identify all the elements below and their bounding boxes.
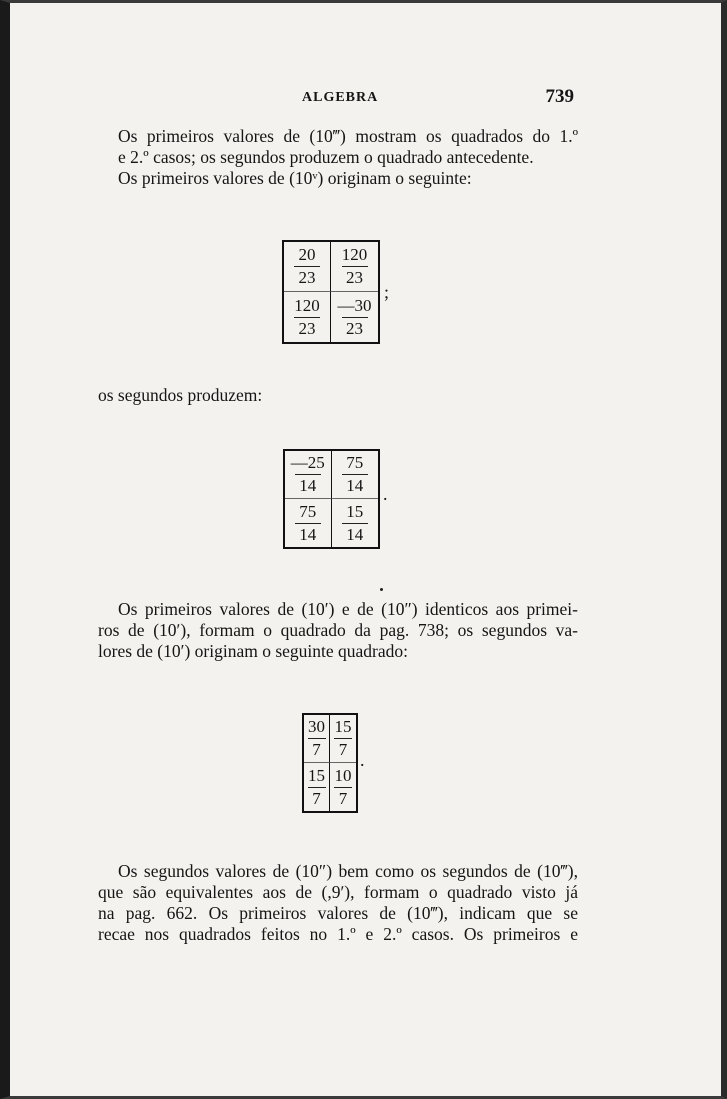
square-2-punctuation: . [383,484,388,504]
fraction-denominator: 7 [338,740,348,759]
fraction-numerator: 30 [308,717,325,736]
text-line: na pag. 662. Os primeiros valores de (10‴), indicam que se [98,903,578,923]
magic-square-3 [302,713,358,813]
square-cell [285,451,332,499]
text-line: Os primeiros valores de (10ᵛ) originam o seguinte: [118,168,472,188]
fraction-bar [342,523,368,524]
square-cell [284,242,331,292]
fraction-bar [295,523,321,524]
page-number: 739 [545,86,574,107]
square-cell [284,292,331,342]
text-line: ros de (10ʹ), formam o quadrado da pag. 738; os segundos va- [98,620,578,640]
fraction-bar [334,738,352,739]
text-line: e 2.º casos; os segundos produzem o quadrado antecedente. [118,147,534,167]
text-line: os segundos produzem: [98,385,263,405]
fraction-denominator: 14 [346,524,364,544]
paragraph-3 [98,599,578,662]
square-cell [332,451,379,499]
fraction-denominator: 7 [312,788,321,808]
fraction-bar [308,738,326,739]
square-cell [304,715,330,763]
fraction-bar [295,474,321,475]
paragraph-2 [98,385,398,406]
square-cell [332,499,379,547]
fraction-denominator: 23 [346,318,363,338]
square-1-punctuation: ; [384,282,390,302]
fraction-bar [294,266,320,267]
fraction-bar [342,474,368,475]
fraction-numerator: 120 [294,295,320,315]
fraction-denominator: 23 [346,268,363,287]
text-line: lores de (10′) originam o seguinte quadrado: [98,641,408,661]
fraction-numerator: 75 [299,501,317,521]
fraction-denominator: 14 [346,476,364,495]
fraction-bar [342,317,368,318]
fraction-denominator: 23 [298,268,316,287]
magic-square-2 [283,449,380,549]
fraction-numerator: 15 [346,501,364,521]
square-cell [330,763,356,811]
text-line: recae nos quadrados feitos no 1.º e 2.º casos. Os primeiros e [98,924,578,944]
text-line: Os segundos valores de (10″) bem como os segundos de (10‴), [118,861,578,881]
fraction-numerator: 15 [308,765,325,785]
fraction-bar [334,787,352,788]
page-header [118,86,574,110]
fraction-numerator: 10 [334,765,352,785]
square-cell [285,499,332,547]
fraction-denominator: 7 [312,740,321,759]
fraction-denominator: 23 [298,318,316,338]
fraction-bar [342,266,368,267]
fraction-numerator: 75 [346,453,364,472]
fraction-numerator: 20 [298,245,316,264]
square-cell [330,715,356,763]
paragraph-1 [118,126,578,189]
fraction-denominator: 7 [338,788,348,808]
text-line: Os primeiros valores de (10‴) mostram os quadrados do 1.º [118,126,578,146]
fraction-numerator: 120 [341,245,368,264]
fraction-denominator: 14 [299,476,317,495]
fraction-numerator: 15 [334,717,352,736]
fraction-bar [294,317,320,318]
fraction-numerator: —30 [337,295,372,315]
text-line: Os primeiros valores de (10′) e de (10″) identicos aos primei- [118,599,578,619]
running-title: ALGEBRA [302,90,379,105]
square-3-punctuation: . [360,750,365,770]
text-line: que são equivalentes aos de (,9ʹ), formam o quadrado visto já [98,882,578,902]
fraction-numerator: —25 [290,453,325,472]
paragraph-4 [98,861,578,945]
square-cell [331,292,378,342]
square-cell [304,763,330,811]
ink-speck [380,588,383,591]
fraction-bar [308,787,326,788]
square-cell [331,242,378,292]
fraction-denominator: 14 [299,524,317,544]
magic-square-1 [282,240,380,344]
